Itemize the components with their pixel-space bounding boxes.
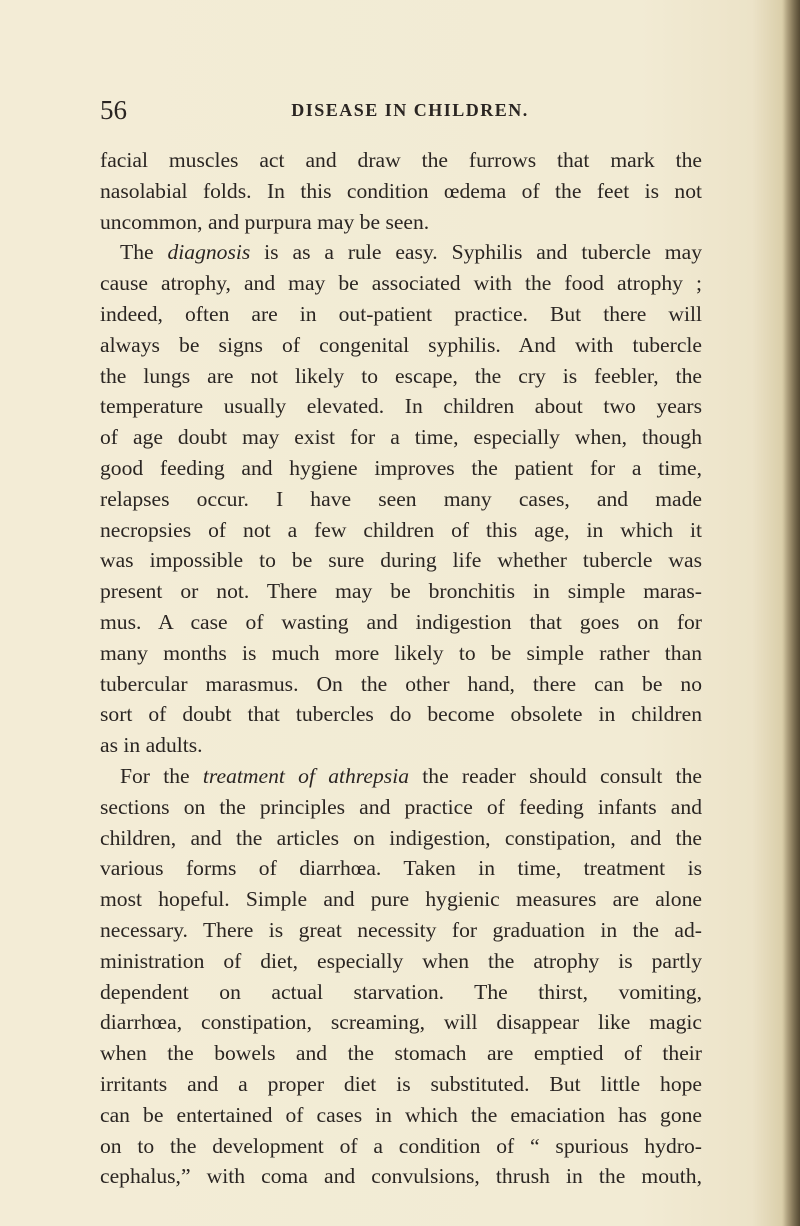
text-line: relapses occur. I have seen many cases, and made bbox=[100, 486, 702, 511]
text-line: tubercular marasmus. On the other hand, there can be no bbox=[100, 671, 702, 696]
page-header bbox=[100, 92, 704, 128]
text-line: ministration of diet, especially when the atrophy is partly bbox=[100, 948, 702, 973]
text-line: cause atrophy, and may be associated with the food atrophy ; bbox=[100, 271, 702, 296]
text-line: mus. A case of wasting and indigestion that goes on for bbox=[100, 609, 702, 634]
text-line: diarrhœa, constipation, screaming, will disappear like magic bbox=[100, 1010, 702, 1035]
text-line: necessary. There is great necessity for graduation in the ad- bbox=[100, 917, 702, 942]
text-line: children, and the articles on indigestion, constipation, and the bbox=[100, 825, 702, 850]
page-gutter-shadow bbox=[782, 0, 800, 1226]
text-line: facial muscles act and draw the furrows that mark the bbox=[100, 148, 702, 172]
text-line: sections on the principles and practice of feeding infants and bbox=[100, 794, 702, 819]
text-line: when the bowels and the stomach are emptied of their bbox=[100, 1041, 702, 1066]
page-number: 56 bbox=[100, 95, 127, 125]
text-line: uncommon, and purpura may be seen. bbox=[100, 209, 430, 234]
body-text bbox=[100, 145, 702, 1192]
text-line: temperature usually elevated. In children about two years bbox=[100, 394, 702, 419]
text-line: present or not. There may be bronchitis in simple maras- bbox=[100, 579, 702, 604]
text-line: good feeding and hygiene improves the patient for a time, bbox=[100, 455, 702, 480]
running-head: DISEASE IN CHILDREN. bbox=[291, 100, 529, 120]
text-line: as in adults. bbox=[100, 733, 203, 758]
text-line: cephalus,” with coma and convulsions, thrush in the mouth, bbox=[100, 1164, 702, 1189]
text-line: dependent on actual starvation. The thirst, vomiting, bbox=[100, 979, 702, 1004]
text-line: on to the development of a condition of “ spurious hydro- bbox=[100, 1133, 702, 1158]
text-line: can be entertained of cases in which the emaciation has gone bbox=[100, 1102, 702, 1127]
text-line: nasolabial folds. In this condition œdema of the feet is not bbox=[100, 178, 702, 203]
text-line: many months is much more likely to be simple rather than bbox=[100, 640, 702, 665]
text-line: irritants and a proper diet is substituted. But little hope bbox=[100, 1071, 702, 1096]
text-line: of age doubt may exist for a time, especially when, though bbox=[100, 425, 702, 450]
text-line: necropsies of not a few children of this age, in which it bbox=[100, 517, 702, 542]
text-line: sort of doubt that tubercles do become obsolete in children bbox=[100, 702, 702, 727]
text-line: most hopeful. Simple and pure hygienic measures are alone bbox=[100, 887, 702, 912]
italic-term-treatment: treatment of athrepsia bbox=[202, 763, 409, 788]
text-line: indeed, often are in out-patient practice. But there will bbox=[100, 301, 702, 326]
text-line: The diagnosis is as a rule easy. Syphilis and tubercle may bbox=[120, 240, 702, 265]
text-line: the lungs are not likely to escape, the cry is feebler, the bbox=[100, 363, 702, 388]
text-line: always be signs of congenital syphilis. And with tubercle bbox=[100, 332, 702, 357]
italic-term-diagnosis: diagnosis bbox=[167, 240, 251, 265]
text-line: was impossible to be sure during life whether tubercle was bbox=[100, 548, 702, 573]
text-line: For the treatment of athrepsia the reader should consult the bbox=[120, 763, 703, 788]
text-line: various forms of diarrhœa. Taken in time, treatment is bbox=[100, 856, 702, 881]
